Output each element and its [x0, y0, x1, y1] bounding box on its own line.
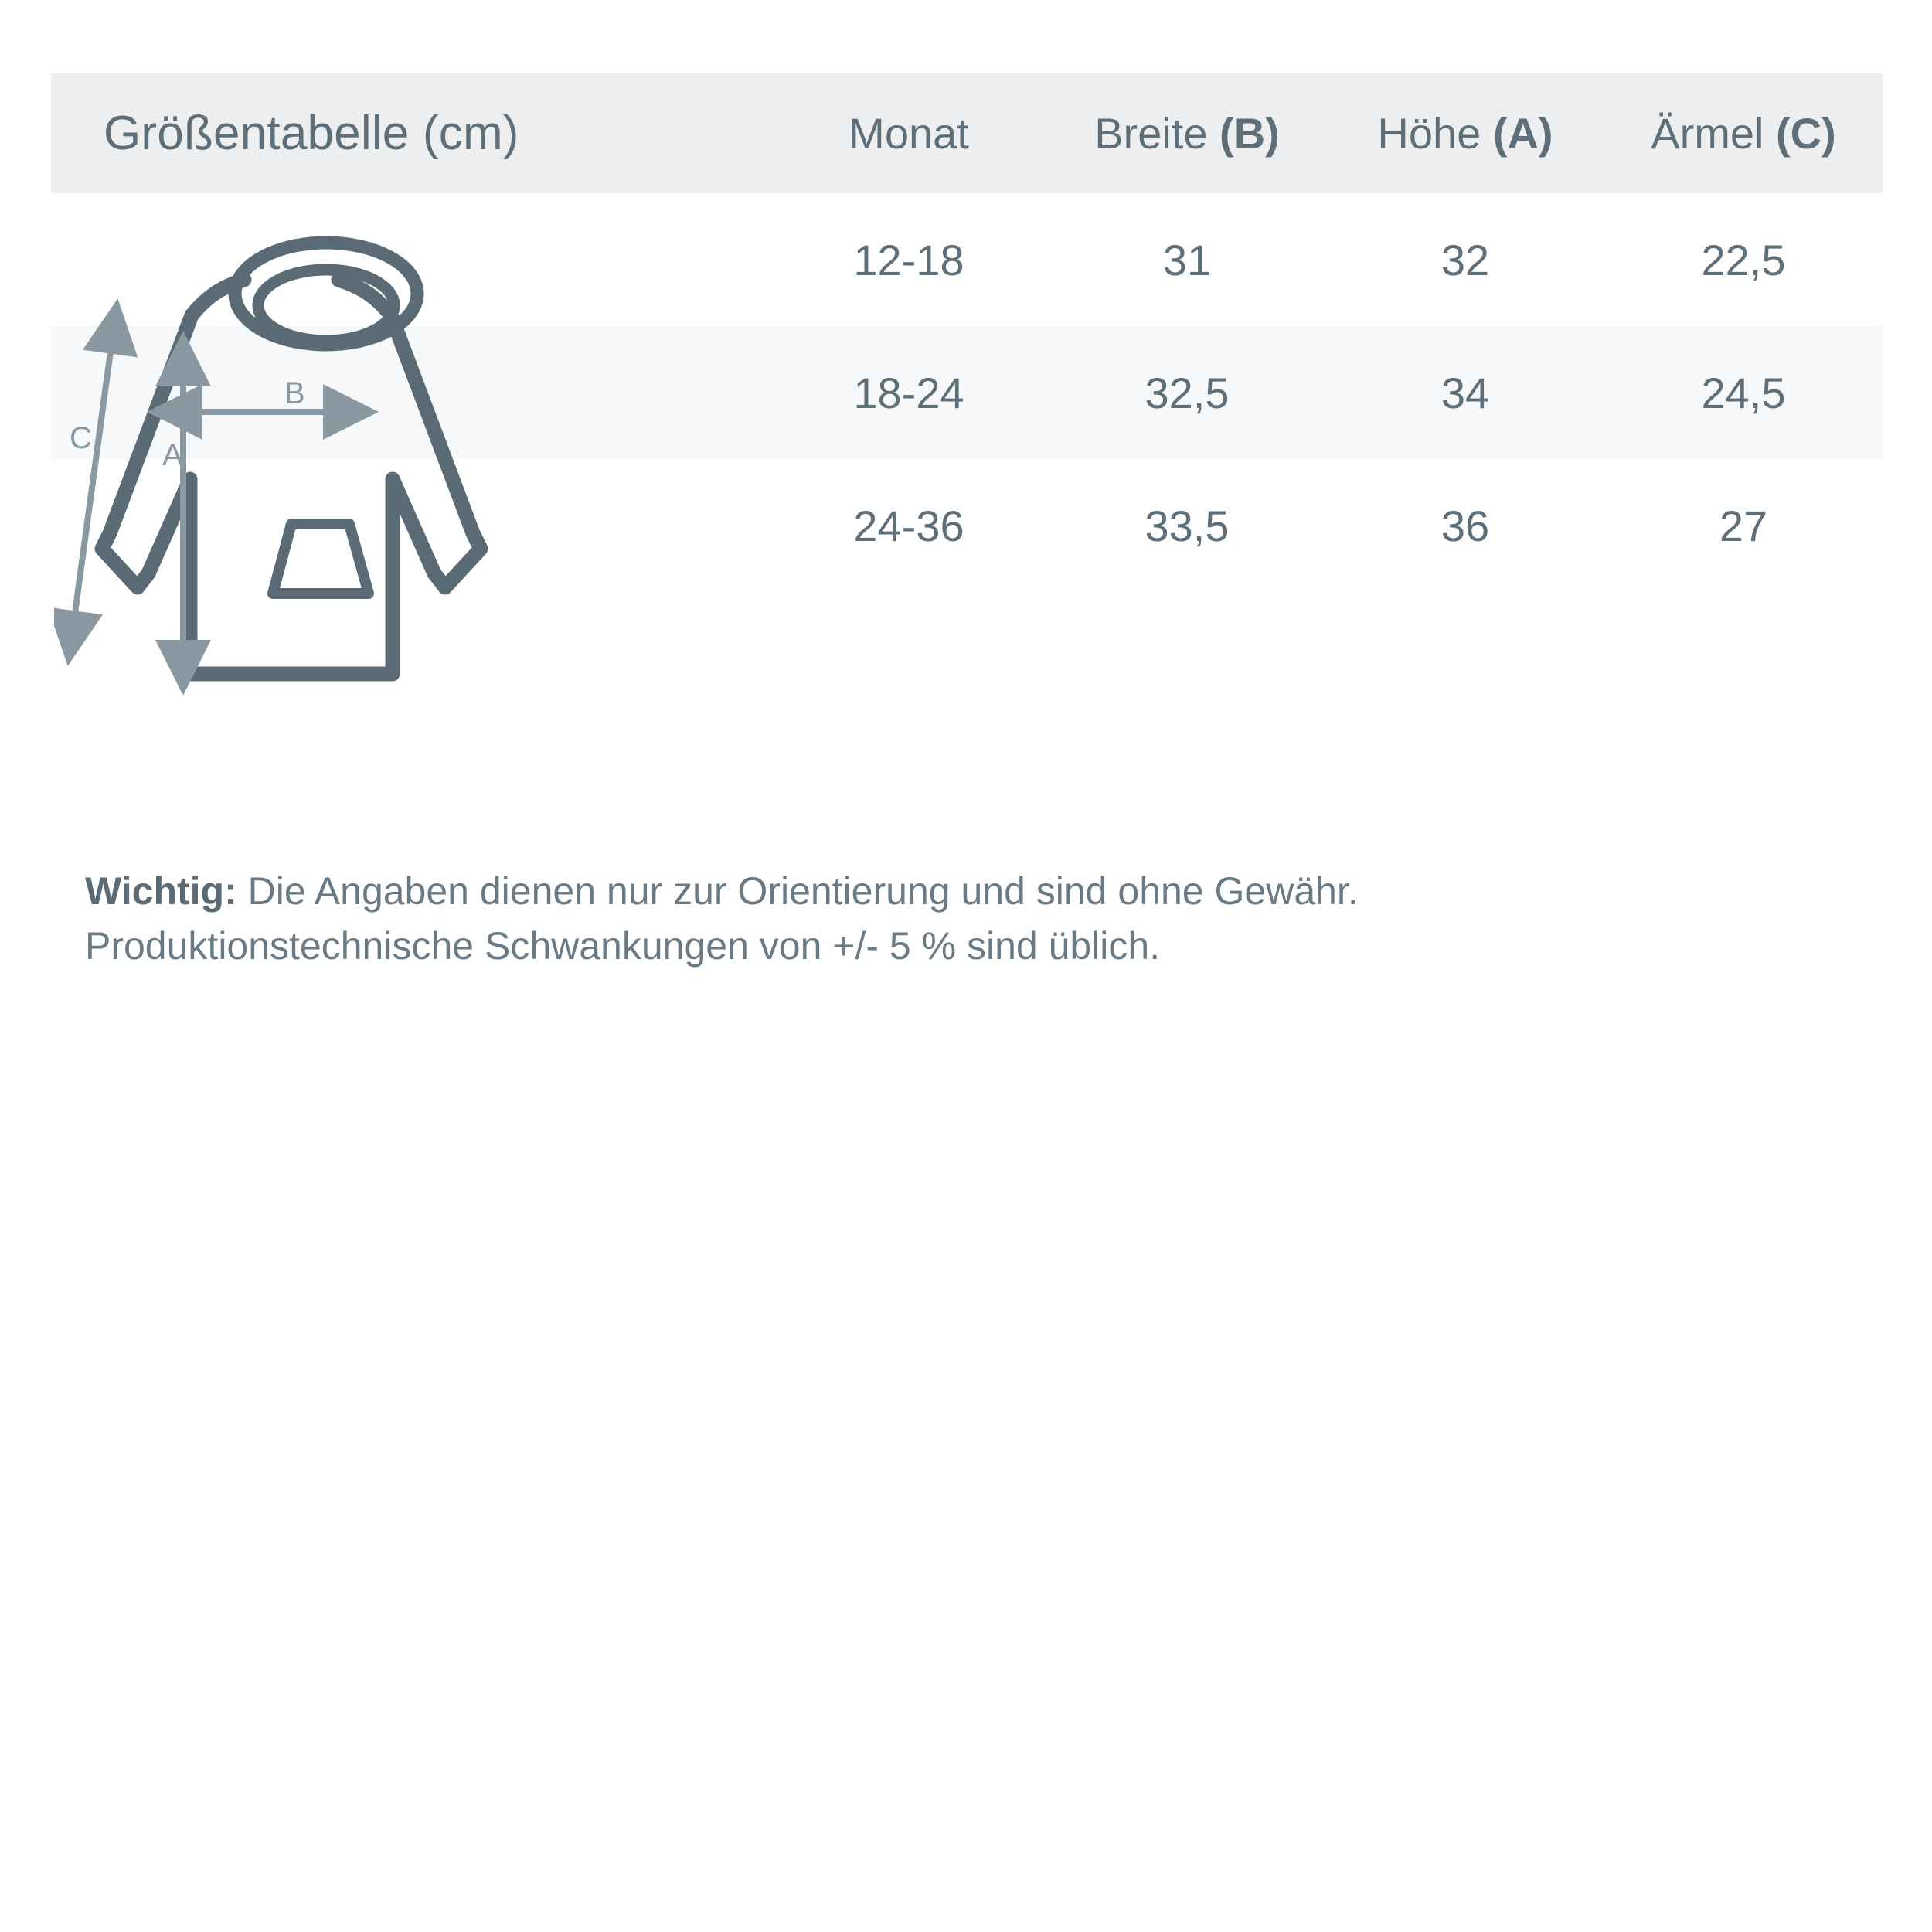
cell-aermel: 24,5	[1701, 368, 1786, 417]
column-header-hoehe: Höhe (A)	[1377, 109, 1553, 158]
cell-hoehe: 36	[1440, 501, 1490, 550]
hoodie-icon	[54, 224, 773, 866]
cell-aermel: 27	[1719, 501, 1768, 550]
label-c: C	[70, 421, 92, 455]
cell-hoehe: 34	[1440, 368, 1490, 417]
disclaimer-text-1: Die Angaben dienen nur zur Orientierung und sind ohne Gewähr.	[236, 869, 1359, 913]
disclaimer-line-2: Produktionstechnische Schwankungen von +/- 5 % sind üblich.	[85, 924, 1161, 968]
disclaimer-note	[85, 864, 1862, 974]
column-header-monat: Monat	[849, 109, 969, 158]
cell-breite: 32,5	[1145, 368, 1230, 417]
table-header-row	[51, 73, 1883, 193]
label-b: B	[284, 376, 305, 410]
column-header-aermel: Ärmel (C)	[1651, 109, 1836, 158]
cell-aermel: 22,5	[1701, 235, 1786, 284]
disclaimer-line-1	[85, 864, 1862, 919]
cell-monat: 24-36	[853, 501, 964, 550]
cell-breite: 31	[1162, 235, 1212, 284]
disclaimer-strong: Wichtig:	[85, 869, 237, 913]
page-title-text: Größentabelle (cm)	[104, 107, 519, 160]
page-title	[51, 106, 770, 161]
cell-monat: 18-24	[853, 368, 964, 417]
cell-breite: 33,5	[1145, 501, 1230, 550]
label-a: A	[162, 438, 183, 472]
cell-monat: 12-18	[853, 235, 964, 284]
cell-hoehe: 32	[1440, 235, 1490, 284]
hoodie-diagram	[54, 224, 773, 866]
column-header-breite: Breite (B)	[1094, 109, 1280, 158]
